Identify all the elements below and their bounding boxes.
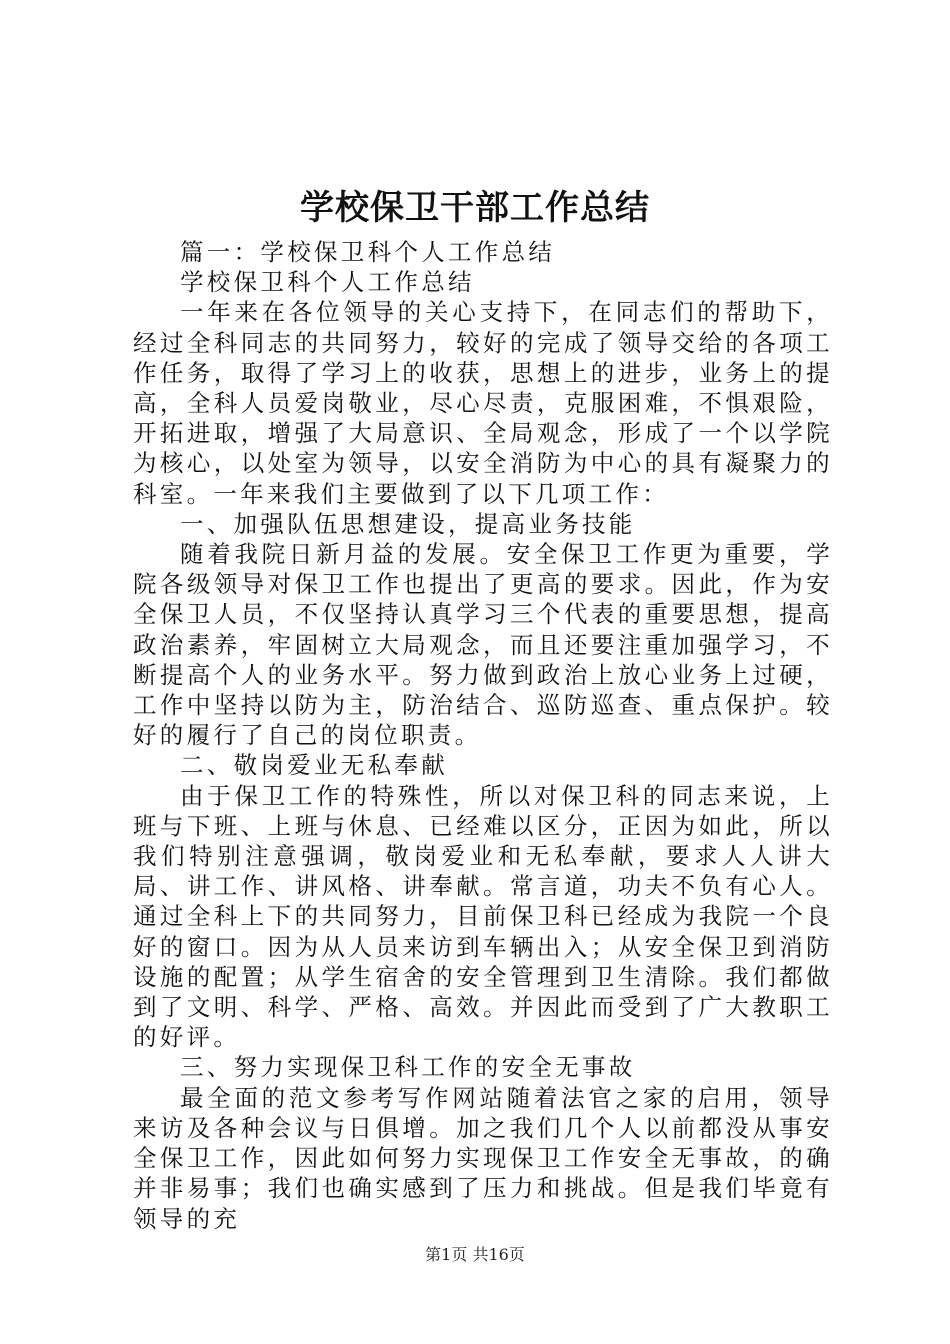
paragraph: 最全面的范文参考写作网站随着法官之家的启用，领导来访及各种会议与日俱增。加之我们几个人以前都没从事安全保卫工作，因此如何努力实现保卫工作安全无事故，的确并非易事；我们也确实感到了压力和挑战。但是我们毕竟有领导的充 [133,1083,833,1233]
document-title: 学校保卫干部工作总结 [300,188,650,228]
subtitle: 学校保卫科个人工作总结 [180,268,475,297]
paragraph: 由于保卫工作的特殊性，所以对保卫科的同志来说，上班与下班、上班与休息、已经难以区分，正因为如此，所以我们特别注意强调，敬岗爱业和无私奉献，要求人人讲大局、讲工作、讲风格、讲奉献。常言道，功夫不负有心人。通过全科上下的共同努力，目前保卫科已经成为我院一个良好的窗口。因为从人员来访到车辆出入；从安全保卫到消防设施的配置；从学生宿舍的安全管理到卫生清除。我们都做到了文明、科学、严格、高效。并因此而受到了广大教职工的好评。 [133,781,833,1052]
section-heading: 三、努力实现保卫科工作的安全无事故 [180,1053,636,1082]
section-heading: 篇一：学校保卫科个人工作总结 [180,238,556,266]
document-body [133,237,833,1234]
page-number-footer: 第1页 共16页 [425,1245,525,1264]
section-heading: 一、加强队伍思想建设，提高业务技能 [180,509,636,538]
paragraph: 一年来在各位领导的关心支持下，在同志们的帮助下，经过全科同志的共同努力，较好的完成了领导交给的各项工作任务，取得了学习上的收获，思想上的进步，业务上的提高，全科人员爱岗敬业，尽心尽责，克服困难，不惧艰险，开拓进取，增强了大局意识、全局观念，形成了一个以学院为核心，以处室为领导，以安全消防为中心的具有凝聚力的科室。一年来我们主要做到了以下几项工作： [133,298,833,508]
paragraph: 随着我院日新月益的发展。安全保卫工作更为重要，学院各级领导对保卫工作也提出了更高的要求。因此，作为安全保卫人员，不仅坚持认真学习三个代表的重要思想，提高政治素养，牢固树立大局观念，而且还要注重加强学习，不断提高个人的业务水平。努力做到政治上放心业务上过硬，工作中坚持以防为主，防治结合、巡防巡查、重点保护。较好的履行了自己的岗位职责。 [133,540,833,750]
section-heading: 二、敬岗爱业无私奉献 [180,751,448,780]
